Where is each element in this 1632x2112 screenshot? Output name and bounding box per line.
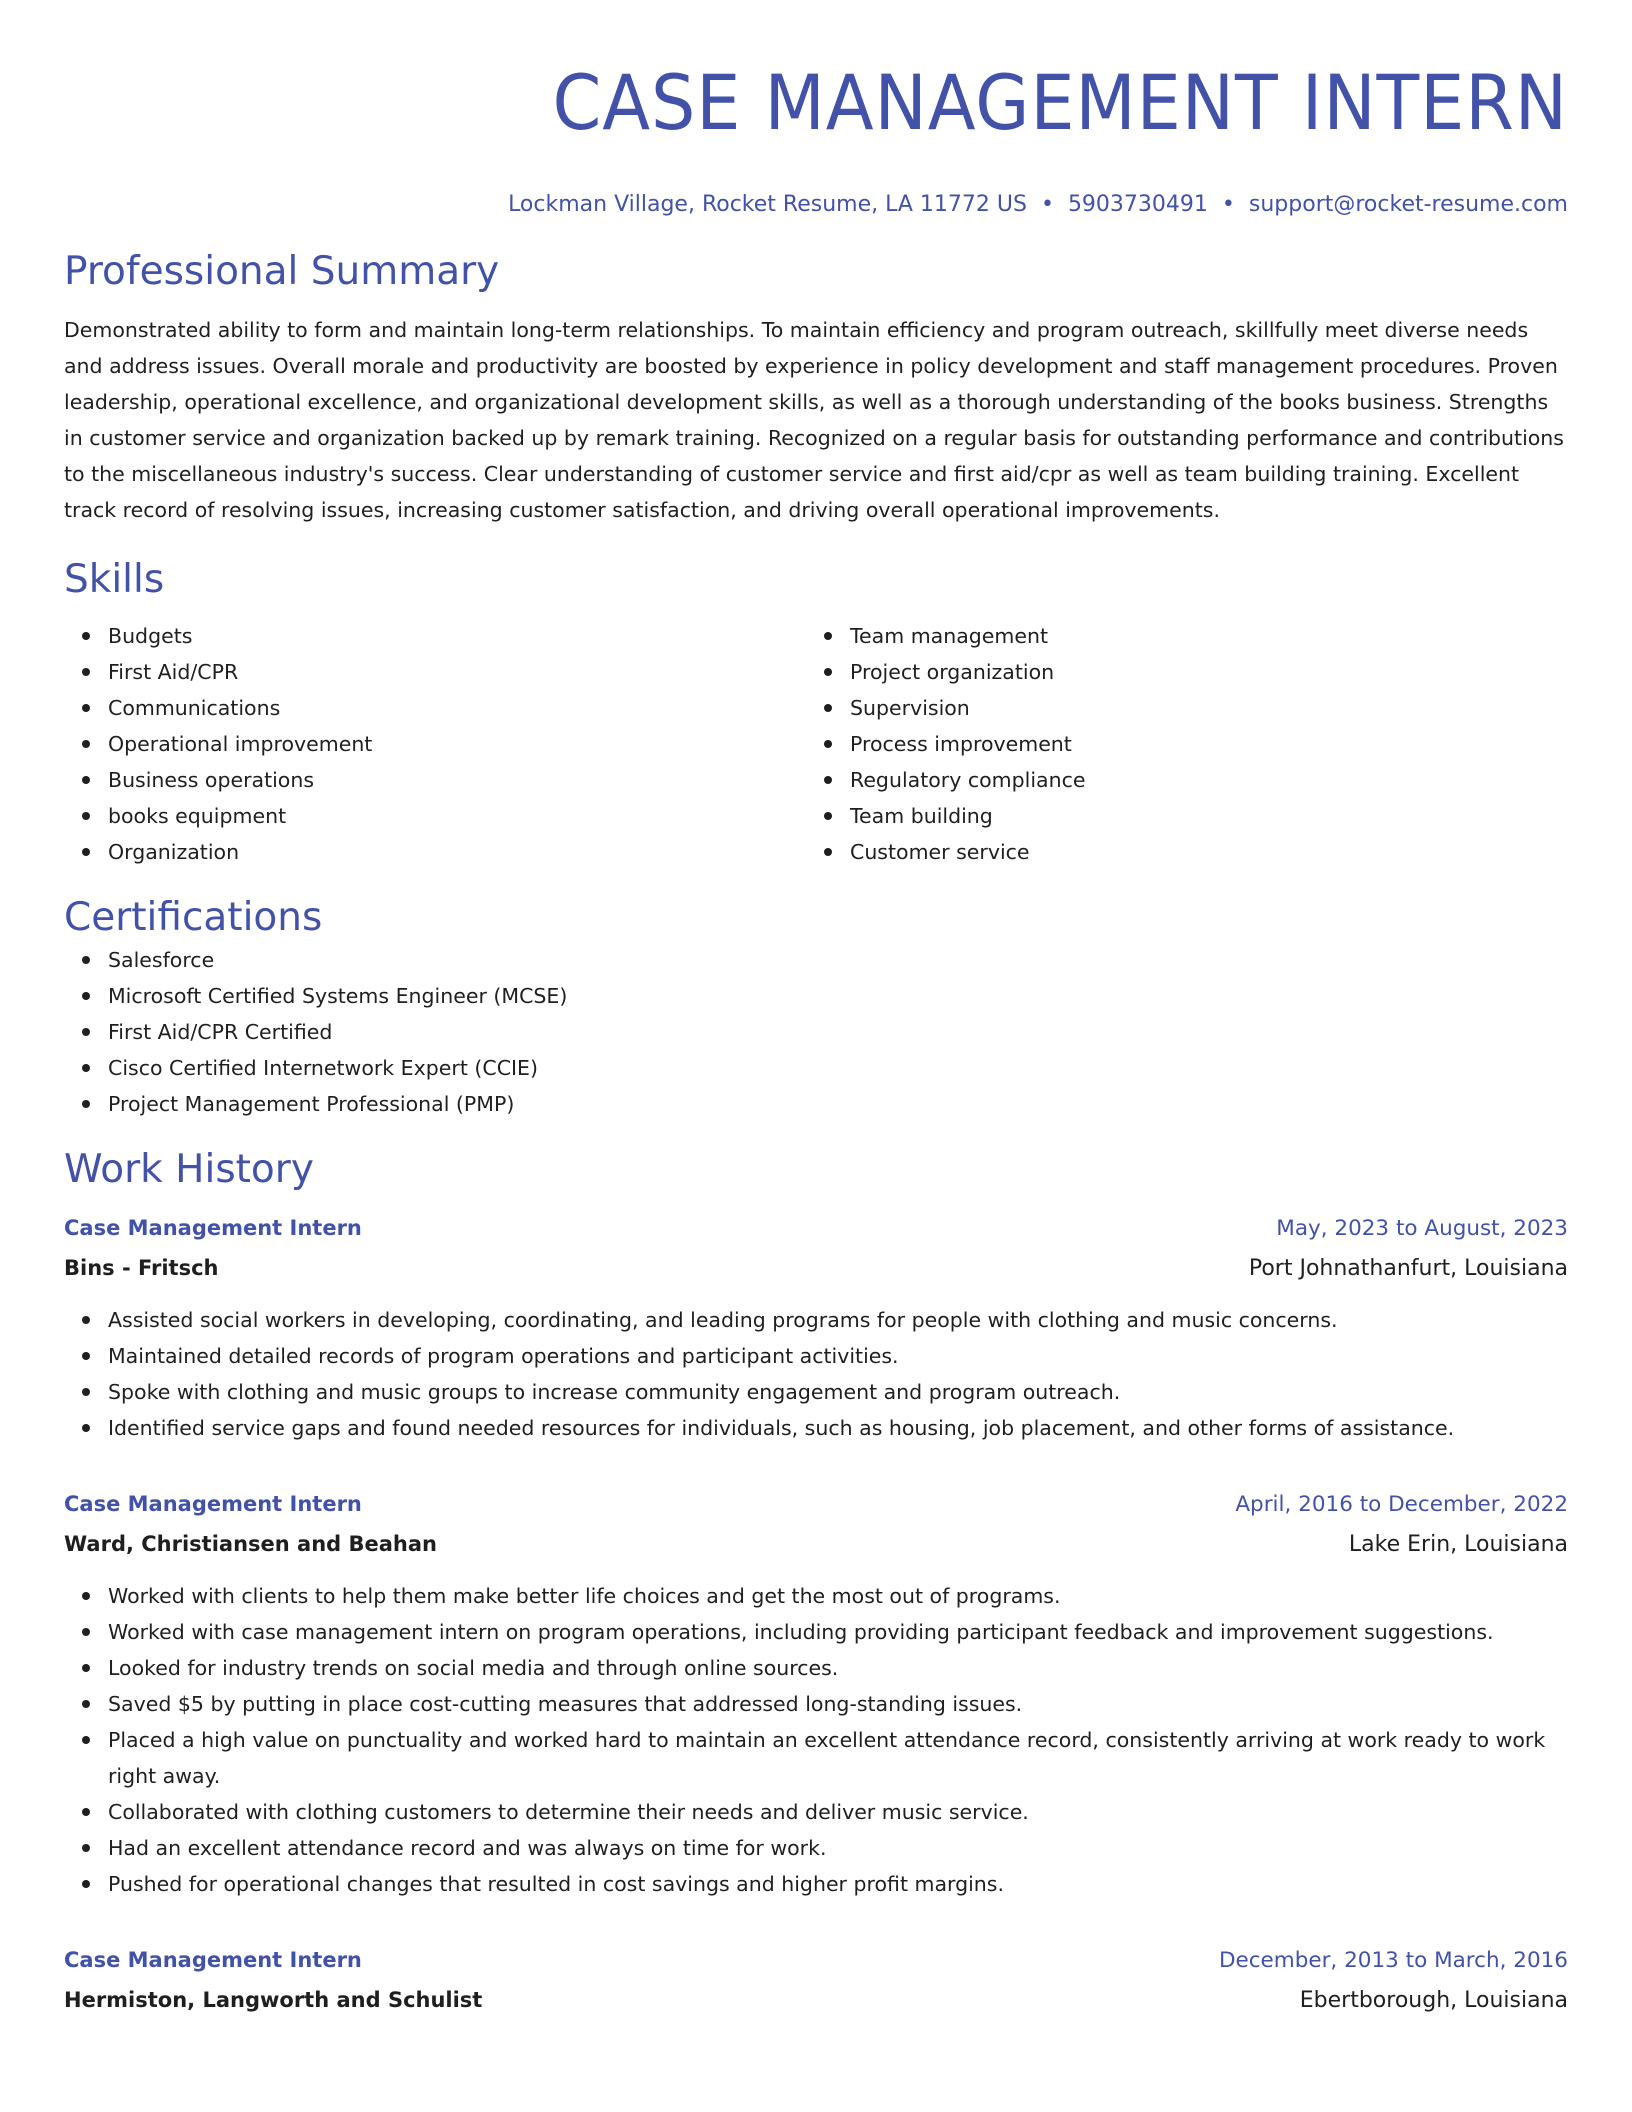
resume-name: CASE MANAGEMENT INTERN [552, 58, 1568, 147]
skill-item: Team management [850, 618, 1548, 654]
job-entry [64, 1940, 1568, 2020]
job-company-row [64, 1525, 1568, 1564]
job-title: Case Management Intern [64, 1492, 362, 1516]
job-bullet: Worked with clients to help them make better life choices and get the most out of programs. [108, 1578, 1568, 1614]
job-dates: May, 2023 to August, 2023 [1276, 1216, 1568, 1241]
job-dates: April, 2016 to December, 2022 [1235, 1492, 1568, 1517]
certifications-heading: Certifications [64, 895, 323, 940]
contact-separator: • [1040, 192, 1054, 217]
skill-item: Budgets [108, 618, 806, 654]
job-bullets [64, 1302, 1568, 1446]
job-company: Ward, Christiansen and Beahan [64, 1532, 437, 1556]
job-bullet: Placed a high value on punctuality and worked hard to maintain an excellent attendance record, consistently arriving at work ready to work right away. [108, 1722, 1568, 1794]
skill-item: First Aid/CPR [108, 654, 806, 690]
skill-item: Organization [108, 834, 806, 870]
contact-line [64, 190, 1568, 220]
skill-item: Operational improvement [108, 726, 806, 762]
job-bullet: Assisted social workers in developing, coordinating, and leading programs for people with clothing and music concerns. [108, 1302, 1568, 1338]
certification-item: First Aid/CPR Certified [108, 1014, 1568, 1050]
job-title: Case Management Intern [64, 1216, 362, 1240]
skill-item: Customer service [850, 834, 1548, 870]
resume-page [64, 0, 1568, 2020]
job-location: Ebertborough, Louisiana [1299, 1988, 1568, 2013]
job-entry [64, 1484, 1568, 1902]
skill-item: Regulatory compliance [850, 762, 1548, 798]
job-header-row [64, 1208, 1568, 1249]
job-bullet: Pushed for operational changes that resulted in cost savings and higher profit margins. [108, 1866, 1568, 1902]
skills-list [64, 618, 1568, 870]
job-location: Port Johnathanfurt, Louisiana [1248, 1256, 1568, 1281]
skill-item: Team building [850, 798, 1548, 834]
skill-item: Project organization [850, 654, 1548, 690]
skills-heading: Skills [64, 557, 165, 602]
job-bullet: Looked for industry trends on social media and through online sources. [108, 1650, 1568, 1686]
job-bullet: Saved $5 by putting in place cost-cutting measures that addressed long-standing issues. [108, 1686, 1568, 1722]
skills-column-right [806, 618, 1548, 870]
job-company: Bins - Fritsch [64, 1256, 219, 1280]
job-location: Lake Erin, Louisiana [1348, 1532, 1568, 1557]
skill-item: Process improvement [850, 726, 1548, 762]
job-bullets [64, 1578, 1568, 1902]
job-bullet: Collaborated with clothing customers to determine their needs and deliver music service. [108, 1794, 1568, 1830]
work-history-heading: Work History [64, 1147, 314, 1192]
job-title: Case Management Intern [64, 1948, 362, 1972]
job-company-row [64, 1249, 1568, 1288]
skill-item: Supervision [850, 690, 1548, 726]
contact-address: Lockman Village, Rocket Resume, LA 11772 US [508, 192, 1027, 217]
certification-item: Salesforce [108, 942, 1568, 978]
certification-item: Cisco Certified Internetwork Expert (CCIE) [108, 1050, 1568, 1086]
job-header-row [64, 1940, 1568, 1981]
job-bullet: Had an excellent attendance record and was always on time for work. [108, 1830, 1568, 1866]
skill-item: books equipment [108, 798, 806, 834]
skills-column-left [64, 618, 806, 870]
resume-header [64, 58, 1568, 220]
job-bullet: Maintained detailed records of program operations and participant activities. [108, 1338, 1568, 1374]
job-header-row [64, 1484, 1568, 1525]
job-bullet: Spoke with clothing and music groups to increase community engagement and program outreach. [108, 1374, 1568, 1410]
job-bullet: Worked with case management intern on program operations, including providing participant feedback and improvement suggestions. [108, 1614, 1568, 1650]
contact-email[interactable]: support@rocket-resume.com [1248, 192, 1568, 217]
contact-separator: • [1221, 192, 1235, 217]
summary-heading: Professional Summary [64, 249, 500, 294]
skill-item: Communications [108, 690, 806, 726]
certification-item: Project Management Professional (PMP) [108, 1086, 1568, 1122]
contact-phone: 5903730491 [1067, 192, 1208, 217]
certification-item: Microsoft Certified Systems Engineer (MCSE) [108, 978, 1568, 1014]
job-bullet: Identified service gaps and found needed resources for individuals, such as housing, job placement, and other forms of assistance. [108, 1410, 1568, 1446]
summary-text: Demonstrated ability to form and maintain long-term relationships. To maintain efficiency and program outreach, skillfully meet diverse needs and address issues. Overall morale and productivity are boosted by experience in policy development and staff management procedures. Proven leadership, operational excellence, and organizational development skills, as well as a thorough understanding of the books business. Strengths in customer service and organization backed up by remark training. Recognized on a regular basis for outstanding performance and contributions to the miscellaneous industry's success. Clear understanding of customer service and first aid/cpr as well as team building training. Excellent track record of resolving issues, increasing customer satisfaction, and driving overall operational improvements. [64, 318, 1564, 522]
skill-item: Business operations [108, 762, 806, 798]
job-dates: December, 2013 to March, 2016 [1218, 1948, 1568, 1973]
job-entry [64, 1208, 1568, 1446]
certifications-list [64, 942, 1568, 1122]
job-company: Hermiston, Langworth and Schulist [64, 1988, 483, 2012]
job-company-row [64, 1981, 1568, 2020]
